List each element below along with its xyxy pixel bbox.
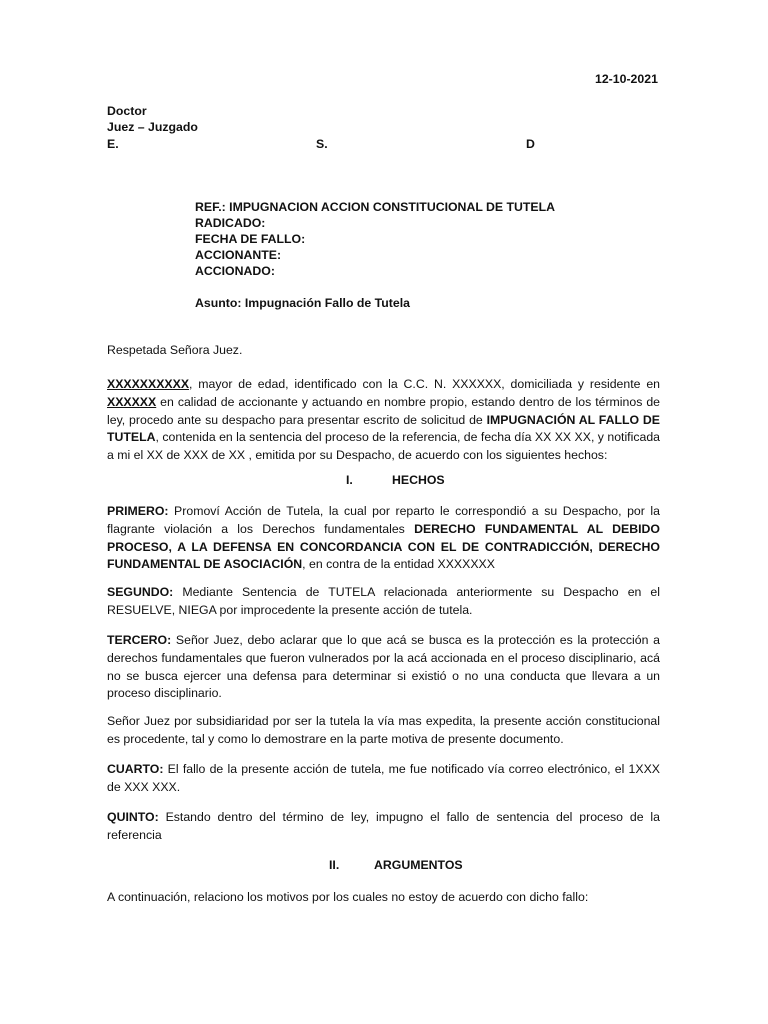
section-2-number: II. [329,858,340,872]
reference-accionado: ACCIONADO: [195,264,275,278]
subsidiariedad-paragraph: Señor Juez por subsidiaridad por ser la tutela la vía mas expedita, la presente acción constitucional es procedente, tal y como lo demostrare en la parte motiva de presente documento. [107,714,660,746]
residence-place: XXXXXX [107,394,157,409]
document-date: 12-10-2021 [595,72,658,86]
recipient-title: Doctor [107,104,147,118]
intro-text-1: , mayor de edad, identificado con la C.C. N. XXXXXX, domiciliada y residente en [189,377,660,391]
quinto-text: Estando dentro del término de ley, impugno el fallo de sentencia del proceso de la referencia [107,810,660,842]
esd-d: D [526,137,535,151]
intro-paragraph [107,376,660,465]
cuarto-label: CUARTO: [107,762,164,776]
closing-sentence: A continuación, relaciono los motivos por los cuales no estoy de acuerdo con dicho fallo: [107,890,589,904]
reference-radicado: RADICADO: [195,216,266,230]
section-1-title: HECHOS [392,473,445,487]
intro-bold-impugnacion: IMPUGNACIÓN AL FALLO DE TUTELA [107,412,661,445]
reference-asunto: Asunto: Impugnación Fallo de Tutela [195,296,410,310]
recipient-court: Juez – Juzgado [107,120,198,134]
tercero-paragraph [107,632,660,703]
segundo-paragraph [107,584,660,620]
primero-text-1: Promoví Acción de Tutela, la cual por reparto le correspondió a su Despacho, por la flagrante violación a los Derechos fundamentales [107,504,660,536]
esd-e: E. [107,137,119,151]
greeting: Respetada Señora Juez. [107,343,243,357]
section-1-number: I. [346,473,353,487]
primero-text-2: , en contra de la entidad XXXXXXX [302,557,495,572]
segundo-label: SEGUNDO: [107,585,174,599]
primero-bold-rights: DERECHO FUNDAMENTAL AL DEBIDO PROCESO, A LA DEFENSA EN CONCORDANCIA CON EL DE CONTRADICCIÓN, DERECHO FUNDAMENTAL DE ASOCIACIÓN [107,521,660,572]
cuarto-paragraph [107,761,660,797]
reference-title: REF.: IMPUGNACION ACCION CONSTITUCIONAL DE TUTELA [195,200,556,214]
cuarto-text: El fallo de la presente acción de tutela, me fue notificado vía correo electrónico, el 1XXX de XXX XXX. [107,762,660,794]
primero-label: PRIMERO: [107,504,169,518]
section-2-title: ARGUMENTOS [374,858,463,872]
intro-text-3: , contenida en la sentencia del proceso de la referencia, de fecha día XX XX XX, y notificada a mi el XX de XXX de XX , emitida por su Despacho, de acuerdo con los siguientes hechos: [107,430,660,463]
segundo-text: Mediante Sentencia de TUTELA relacionada anteriormente su Despacho en el RESUELVE, NIEGA por improcedente la presente acción de tutela. [107,585,660,617]
quinto-paragraph [107,809,660,845]
reference-fecha-fallo: FECHA DE FALLO: [195,232,306,246]
primero-paragraph [107,503,660,574]
intro-text-2: en calidad de accionante y actuando en nombre propio, estando dentro de los términos de ley, procedo ante su despacho para presentar escrito de solicitud de [107,394,660,427]
accionante-name: XXXXXXXXXX [107,377,190,391]
esd-s: S. [316,137,328,151]
reference-accionante: ACCIONANTE: [195,248,282,262]
tercero-label: TERCERO: [107,633,172,647]
tercero-text: Señor Juez, debo aclarar que lo que acá se busca es la protección es la protección a derechos fundamentales que fueron vulnerados por la acá accionada en el proceso disciplinario, acá no se busca ejercer una defensa para determinar si existió o no una conducta que llevara a un proceso disciplinario. [107,633,660,701]
quinto-label: QUINTO: [107,810,159,824]
